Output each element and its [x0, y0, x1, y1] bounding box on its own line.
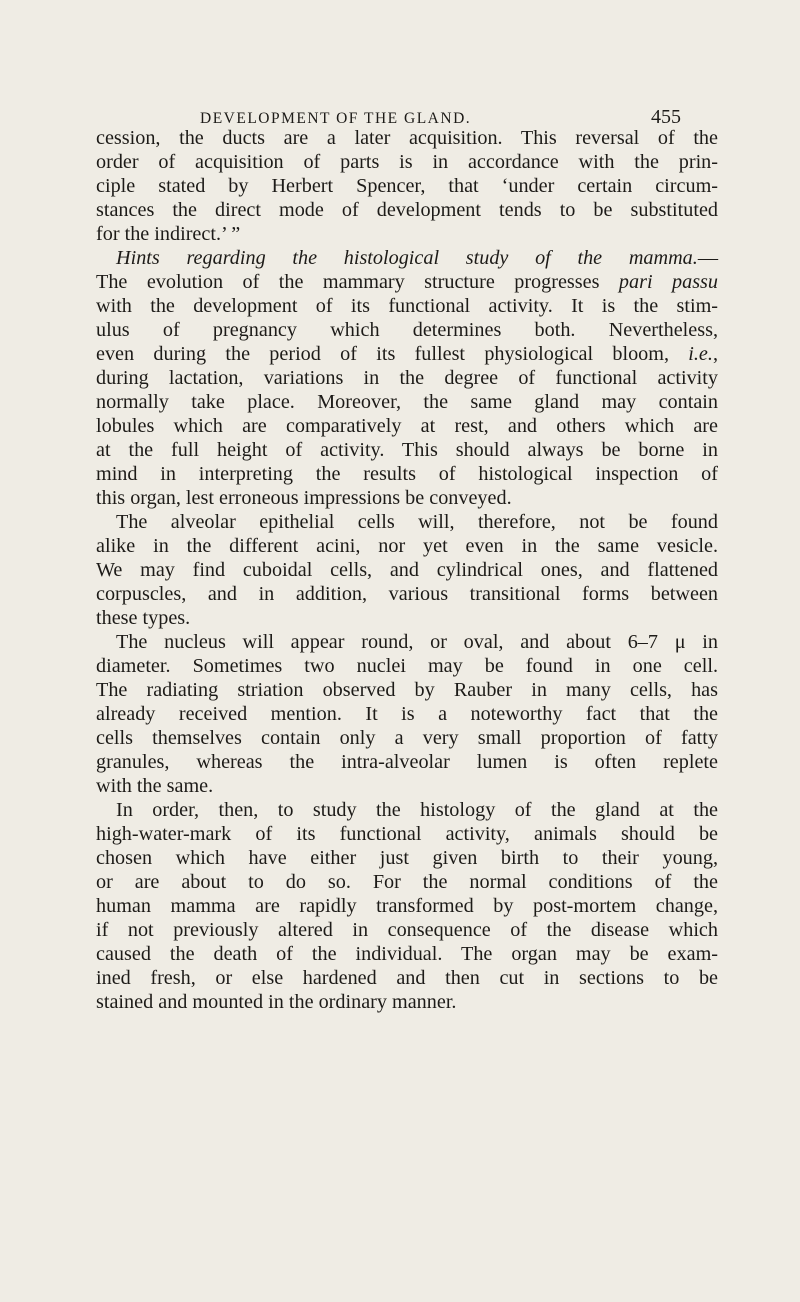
text-segment: caused the death of the individual. The organ may be exam- — [96, 943, 718, 965]
text-line — [96, 966, 718, 990]
text-segment: chosen which have either just given birth to their young, — [96, 847, 718, 869]
text-line — [96, 990, 718, 1014]
text-segment: already received mention. It is a noteworthy fact that the — [96, 703, 718, 725]
running-head — [0, 72, 800, 128]
text-segment: We may find cuboidal cells, and cylindrical ones, and flattened — [96, 559, 718, 581]
text-segment: The radiating striation observed by Rauber in many cells, has — [96, 679, 718, 701]
text-segment: even during the period of its fullest physiological bloom, — [96, 343, 689, 365]
text-segment: The nucleus will appear round, or oval, and about 6–7 μ in — [116, 631, 718, 653]
text-line — [96, 438, 718, 462]
text-line — [96, 414, 718, 438]
text-line — [96, 726, 718, 750]
text-segment: at the full height of activity. This should always be borne in — [96, 439, 718, 461]
text-line — [96, 318, 718, 342]
text-segment: during lactation, variations in the degree of functional activity — [96, 367, 718, 389]
italic-text: i.e. — [688, 343, 713, 365]
text-line — [96, 150, 718, 174]
italic-text: pari passu — [618, 271, 718, 293]
text-segment: this organ, lest erroneous impressions be conveyed. — [96, 487, 512, 509]
text-segment: ciple stated by Herbert Spencer, that ‘under certain circum- — [96, 175, 718, 197]
text-segment: for the indirect.’ ” — [96, 223, 241, 245]
body-text — [96, 126, 718, 1014]
text-segment: cession, the ducts are a later acquisition. This reversal of the — [96, 127, 718, 149]
text-line — [96, 534, 718, 558]
text-line — [96, 366, 718, 390]
text-line — [96, 798, 718, 822]
text-line — [96, 390, 718, 414]
text-line — [96, 510, 718, 534]
text-segment: or are about to do so. For the normal conditions of the — [96, 871, 718, 893]
text-line — [96, 222, 718, 246]
text-segment: stained and mounted in the ordinary manner. — [96, 991, 457, 1013]
text-segment: In order, then, to study the histology of the gland at the — [116, 799, 718, 821]
text-line — [96, 462, 718, 486]
text-segment: with the same. — [96, 775, 214, 797]
text-line — [96, 750, 718, 774]
text-segment: diameter. Sometimes two nuclei may be found in one cell. — [96, 655, 718, 677]
text-line — [96, 126, 718, 150]
text-line — [96, 270, 718, 294]
text-line — [96, 174, 718, 198]
text-line — [96, 246, 718, 270]
text-segment: stances the direct mode of development tends to be substituted — [96, 199, 718, 221]
text-line — [96, 822, 718, 846]
running-title: DEVELOPMENT OF THE GLAND. — [200, 110, 472, 127]
text-segment: cells themselves contain only a very small proportion of fatty — [96, 727, 718, 749]
text-line — [96, 894, 718, 918]
text-segment: these types. — [96, 607, 191, 629]
page-number: 455 — [651, 106, 681, 128]
text-line — [96, 486, 718, 510]
text-line — [96, 198, 718, 222]
text-line — [96, 654, 718, 678]
text-line — [96, 558, 718, 582]
text-segment: human mamma are rapidly transformed by post-mortem change, — [96, 895, 718, 917]
text-line — [96, 294, 718, 318]
text-segment: ined fresh, or else hardened and then cut in sections to be — [96, 967, 718, 989]
text-line — [96, 942, 718, 966]
text-segment: order of acquisition of parts is in accordance with the prin- — [96, 151, 718, 173]
text-line — [96, 870, 718, 894]
text-line — [96, 606, 718, 630]
text-segment: granules, whereas the intra-alveolar lumen is often replete — [96, 751, 718, 773]
text-line — [96, 678, 718, 702]
italic-text: Hints regarding the histological study of the mamma. — [116, 247, 698, 269]
text-segment: corpuscles, and in addition, various transitional forms between — [96, 583, 718, 605]
text-line — [96, 342, 718, 366]
text-segment: with the development of its functional activity. It is the stim- — [96, 295, 718, 317]
text-segment: , — [712, 343, 718, 365]
text-line — [96, 582, 718, 606]
text-segment: ulus of pregnancy which determines both. Nevertheless, — [96, 319, 718, 341]
text-line — [96, 774, 718, 798]
text-segment: — — [697, 247, 718, 269]
text-segment: lobules which are comparatively at rest, and others which are — [96, 415, 718, 437]
text-segment: high-water-mark of its functional activity, animals should be — [96, 823, 718, 845]
text-segment: The alveolar epithelial cells will, therefore, not be found — [116, 511, 718, 533]
text-segment: The evolution of the mammary structure progresses — [96, 271, 619, 293]
text-line — [96, 702, 718, 726]
text-segment: mind in interpreting the results of histological inspection of — [96, 463, 718, 485]
text-segment: if not previously altered in consequence of the disease which — [96, 919, 718, 941]
text-line — [96, 630, 718, 654]
text-segment: normally take place. Moreover, the same gland may contain — [96, 391, 718, 413]
text-line — [96, 846, 718, 870]
text-line — [96, 918, 718, 942]
text-segment: alike in the different acini, nor yet even in the same vesicle. — [96, 535, 718, 557]
